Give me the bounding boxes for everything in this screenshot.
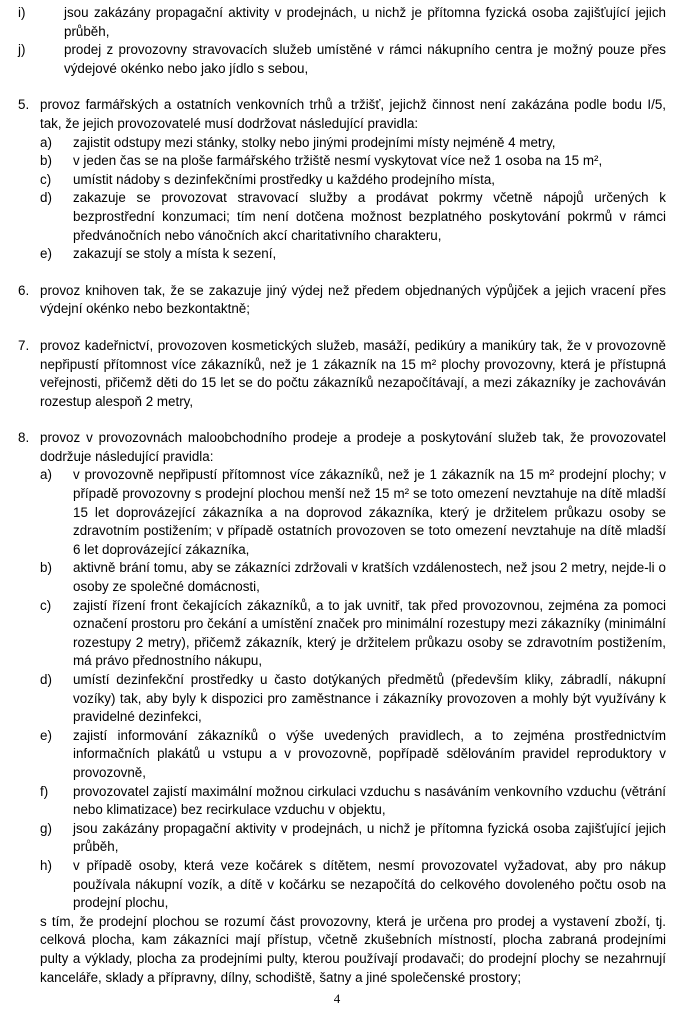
- item-marker: b): [40, 153, 52, 169]
- numbered-item-5: [18, 96, 666, 263]
- list-item: [40, 820, 666, 857]
- item-text: umístit nádoby s dezinfekčními prostředky u každého prodejního místa,: [73, 171, 496, 187]
- item-marker: i): [18, 5, 26, 20]
- item-marker: g): [40, 820, 52, 836]
- numbered-item-6: [18, 282, 666, 319]
- item-marker: c): [40, 171, 52, 187]
- list-item: [18, 4, 666, 41]
- item-text: v provozovně nepřipustí přítomnost více zákazníků, než je 1 zákazník na 15 m² prodejní plochy; v případě provozovny s prodejní plochou menší než 15 m² se toto omezení nevztahuje na dítě mladší 15 let doprovázející zákazníka a na doprovod zákazníka, který je držitelem průkazu osoby se zdravotním postižením; v případě ostatních provozoven se toto omezení nevztahuje na dítě mladší 6 let doprovázející zákazníka,: [73, 467, 666, 557]
- item-marker: a): [40, 467, 52, 483]
- list-item: [40, 671, 666, 727]
- item-text: jsou zakázány propagační aktivity v prodejnách, u nichž je přítomna fyzická osoba zajišťující jejich průběh,: [73, 820, 666, 855]
- item-text: zajistí informování zákazníků o výše uvedených pravidlech, a to zejména prostřednictvím informačních plakátů u vstupu a v provozovně, popřípadě sdělováním pravidel reproduktory v provozovně,: [73, 727, 666, 780]
- top-items: [18, 4, 666, 78]
- item-marker: d): [40, 190, 52, 206]
- item-marker: a): [40, 134, 52, 150]
- list-item: [40, 559, 666, 596]
- item-lead: provoz kadeřnictví, provozoven kosmetických služeb, masáží, pedikúry a manikúry tak, že v provozovně nepřipustí přítomnost více zákazníků, než je 1 zákazník na 15 m² plochy provozovny, která je přístupná veřejnosti, přičemž děti do 15 let se do počtu zákazníků nezapočítávají, a mezi zákazníky je zachováván rozestup alespoň 2 metry,: [40, 337, 666, 409]
- item-number: 7.: [18, 337, 30, 353]
- item-text: jsou zakázány propagační aktivity v prodejnách, u nichž je přítomna fyzická osoba zajišťující jejich průběh,: [64, 5, 666, 39]
- item-text: v jeden čas se na ploše farmářského tržiště nesmí vyskytovat více než 1 osoba na 15 m²,: [73, 153, 603, 169]
- item-number: 5.: [18, 97, 30, 113]
- item-text: umístí dezinfekční prostředky u často dotýkaných předmětů (především kliky, zábradlí, nákupní vozíky) tak, aby byly k dispozici pro zaměstnance i zákazníky provozoven a mohly být využívány k pravidelné dezinfekci,: [73, 672, 666, 725]
- closing-paragraph: s tím, že prodejní plochou se rozumí část provozovny, která je určena pro prodej a vystavení zboží, tj. celková plocha, kam zákazníci mají přístup, včetně zkušebních místností, plocha zabraná prodejními pulty a výklady, plocha za prodejními pulty, kterou používají prodavači; do prodejní plochy se nezahrnují kanceláře, sklady a přípravny, dílny, schodiště, šatny a jiné společenské prostory;: [40, 913, 666, 985]
- item-text: v případě osoby, která veze kočárek s dítětem, nesmí provozovatel vyžadovat, aby pro nákup používala nákupní vozík, a dítě v kočárku se nezapočítá do celkového dovoleného počtu osob na prodejní plochu,: [73, 857, 666, 911]
- item-marker: d): [40, 672, 52, 687]
- numbered-item-8: [18, 429, 666, 912]
- list-item: [40, 134, 666, 153]
- item-number: 8.: [18, 430, 30, 446]
- item-text: zakazuje se provozovat stravovací služby a prodávat pokrmy včetně nápojů určených k bezprostřední konzumaci; tím není dotčena možnost bezplatného poskytování pokrmů v rámci předvánočních nebo vánočních akcí charitativního charakteru,: [73, 190, 666, 243]
- item-lead: provoz farmářských a ostatních venkovních trhů a tržišť, jejichž činnost není zakázána podle bodu I/5, tak, že jejich provozovatelé musí dodržovat následující pravidla:: [40, 97, 666, 131]
- list-item: [18, 41, 666, 78]
- item-marker: c): [40, 597, 52, 613]
- item-text: aktivně brání tomu, aby se zákazníci zdržovali v kratších vzdálenostech, než jsou 2 metry, nejde-li o osoby ze společné domácnosti,: [73, 560, 666, 595]
- list-item: [40, 171, 666, 190]
- item-lead: provoz v provozovnách maloobchodního prodeje a prodeje a poskytování služeb tak, že provozovatel dodržuje následující pravidla:: [40, 430, 666, 464]
- list-item: [40, 857, 666, 913]
- list-item: [40, 466, 666, 559]
- page-number: 4: [333, 991, 341, 1006]
- item-marker: b): [40, 560, 52, 576]
- list-item: [40, 189, 666, 245]
- item-number: 6.: [18, 282, 30, 298]
- item-marker: e): [40, 727, 52, 743]
- item-text: provozovatel zajistí maximální možnou cirkulaci vzduchu s nasáváním venkovního vzduchu (větrání nebo klimatizace) bez recirkulace vzduchu v objektu,: [73, 783, 666, 818]
- item-text: prodej z provozovny stravovacích služeb umístěné v rámci nákupního centra je možný pouze přes výdejové okénko nebo jako jídlo s sebou,: [64, 42, 666, 76]
- numbered-item-7: [18, 337, 666, 411]
- item-text: zajistit odstupy mezi stánky, stolky nebo jinými prodejními místy nejméně 4 metry,: [73, 134, 556, 150]
- item-marker: j): [18, 42, 26, 58]
- item-marker: e): [40, 246, 52, 262]
- list-item: [40, 783, 666, 820]
- document-page: [18, 4, 666, 987]
- item-marker: f): [40, 783, 49, 799]
- list-item: [40, 152, 666, 171]
- item-text: zakazují se stoly a místa k sezení,: [73, 246, 277, 262]
- item-marker: h): [40, 857, 52, 873]
- list-item: [40, 245, 666, 264]
- item-lead: provoz knihoven tak, že se zakazuje jiný výdej než předem objednaných výpůjček a jejich vracení přes výdejní okénko nebo bezkontaktně;: [40, 282, 666, 317]
- list-item: [40, 597, 666, 671]
- item-text: zajistí řízení front čekajících zákazníků, a to jak uvnitř, tak před provozovnou, zejména za pomoci označení prostoru pro čekání a umístění značek pro minimální rozestupy mezi zákazníky (minimální rozestupy 2 metry), přičemž zákazník, který je držitelem průkazu osoby se zdravotním postižením, má právo přednostního nákupu,: [73, 597, 666, 669]
- list-item: [40, 727, 666, 783]
